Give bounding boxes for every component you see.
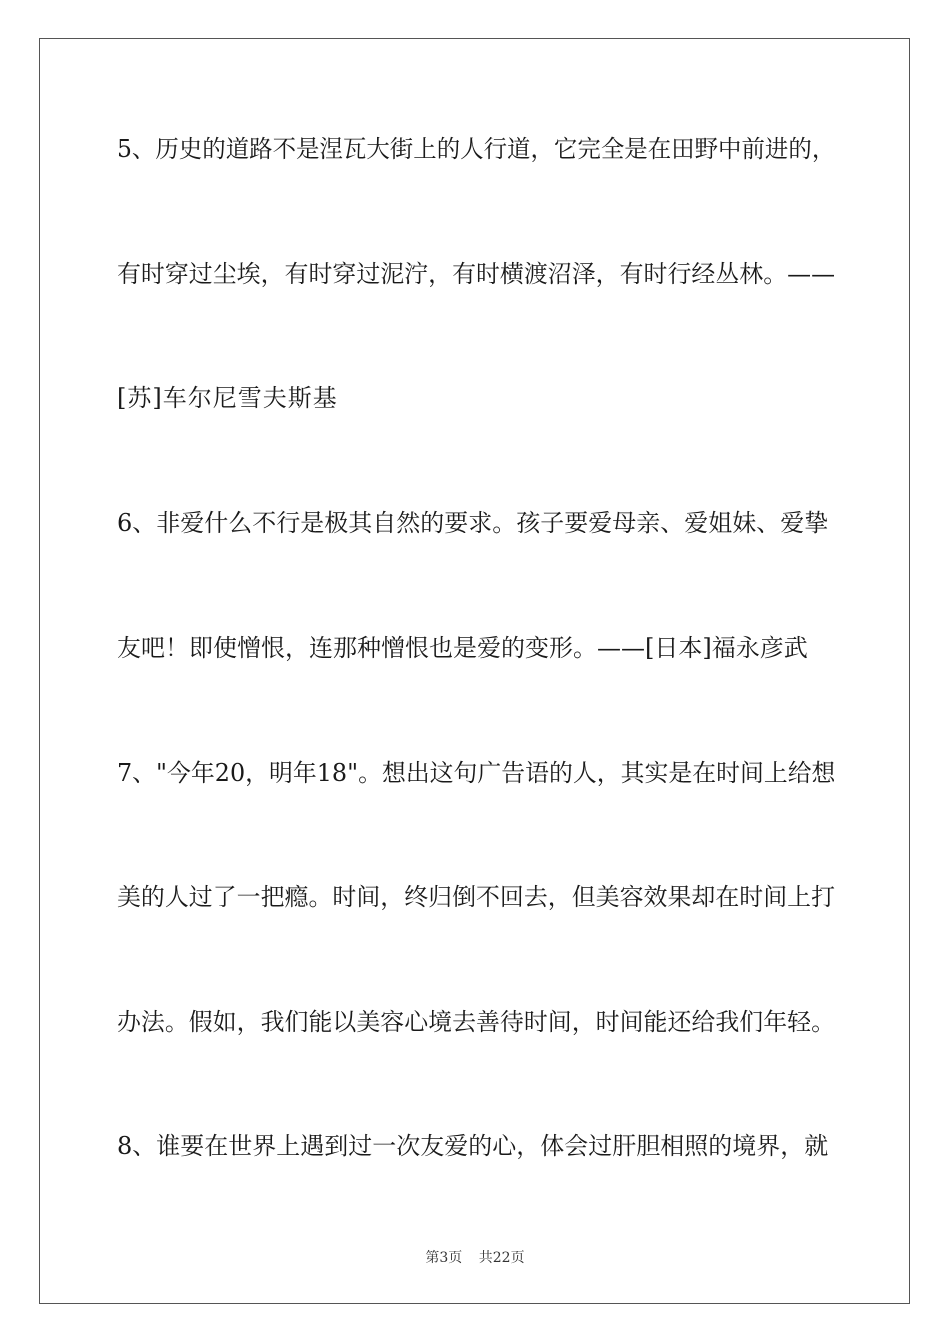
text-line-2: 有时穿过尘埃，有时穿过泥泞，有时横渡沼泽，有时行经丛林。—— [117, 260, 835, 288]
text-line-3: [苏]车尔尼雪夫斯基 [117, 384, 338, 412]
text-line-4: 6、非爱什么不行是极其自然的要求。孩子要爱母亲、爱姐妹、爱挚 [117, 509, 829, 537]
page-footer [0, 1247, 950, 1267]
text-line-1: 5、历史的道路不是涅瓦大街上的人行道，它完全是在田野中前进的， [117, 135, 836, 163]
page-total: 共22页 [478, 1250, 525, 1266]
text-line-5: 友吧！即使憎恨，连那种憎恨也是爱的变形。——[日本]福永彦武 [117, 634, 808, 662]
text-line-7: 美的人过了一把瘾。时间，终归倒不回去，但美容效果却在时间上打 [117, 883, 835, 911]
text-line-6: 7、"今年20，明年18"。想出这句广告语的人，其实是在时间上给想 [117, 759, 836, 787]
text-line-8: 办法。假如，我们能以美容心境去善待时间，时间能还给我们年轻。 [117, 1008, 835, 1036]
page-number: 第3页 [425, 1250, 463, 1266]
page-border [39, 38, 910, 1304]
text-line-9: 8、谁要在世界上遇到过一次友爱的心，体会过肝胆相照的境界，就 [117, 1132, 829, 1160]
